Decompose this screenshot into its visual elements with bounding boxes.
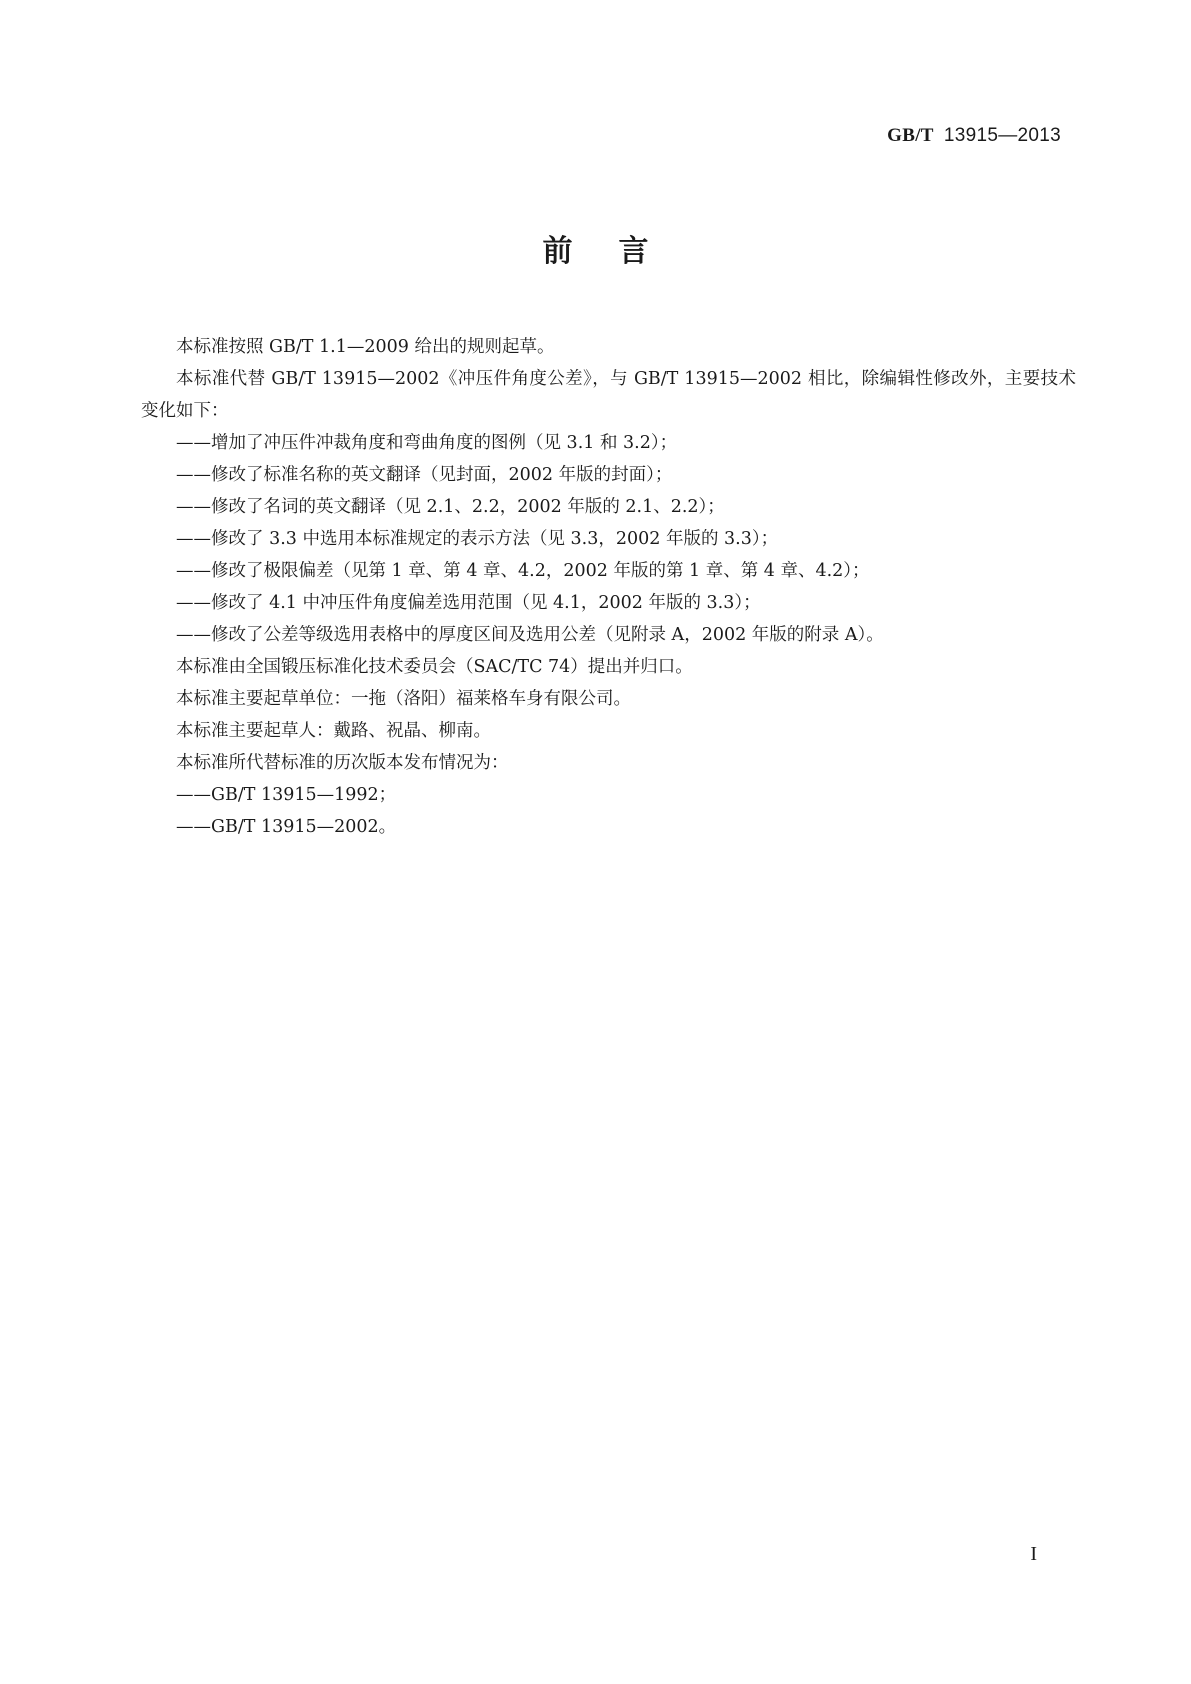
list-item-change: ——修改了极限偏差（见第 1 章、第 4 章、4.2，2002 年版的第 1 章、第 4 章、4.2）； [176, 561, 870, 581]
list-item-change: ——修改了公差等级选用表格中的厚度区间及选用公差（见附录 A，2002 年版的附录 A）。 [176, 625, 884, 645]
document-code [887, 125, 1061, 147]
list-item-history: ——GB/T 13915—1992； [176, 785, 397, 805]
paragraph-drafting-unit: 本标准主要起草单位：一拖（洛阳）福莱格车身有限公司。 [176, 689, 631, 709]
page-title: 前言 [542, 234, 695, 269]
foreword-body [141, 331, 1076, 843]
paragraph-drafters: 本标准主要起草人：戴路、祝晶、柳南。 [176, 721, 491, 741]
list-item-change: ——修改了 3.3 中选用本标准规定的表示方法（见 3.3，2002 年版的 3.3）； [176, 529, 779, 549]
list-item-change: ——增加了冲压件冲裁角度和弯曲角度的图例（见 3.1 和 3.2）； [176, 433, 678, 453]
page-number: I [1030, 1543, 1037, 1565]
document-code-number: 13915—2013 [943, 125, 1061, 146]
document-code-prefix: GB/T [887, 125, 934, 146]
paragraph-replacement: 本标准代替 GB/T 13915—2002《冲压件角度公差》，与 GB/T 13915—2002 相比，除编辑性修改外，主要技术变化如下： [141, 369, 1076, 421]
list-item-change: ——修改了 4.1 中冲压件角度偏差选用范围（见 4.1，2002 年版的 3.3）； [176, 593, 761, 613]
paragraph-drafting-rules: 本标准按照 GB/T 1.1—2009 给出的规则起草。 [176, 337, 555, 357]
paragraph-history: 本标准所代替标准的历次版本发布情况为： [176, 753, 509, 773]
paragraph-proposer: 本标准由全国锻压标准化技术委员会（SAC/TC 74）提出并归口。 [176, 657, 693, 677]
list-item-history: ——GB/T 13915—2002。 [176, 817, 397, 837]
list-item-change: ——修改了名词的英文翻译（见 2.1、2.2，2002 年版的 2.1、2.2）； [176, 497, 725, 517]
list-item-change: ——修改了标准名称的英文翻译（见封面，2002 年版的封面）； [176, 465, 673, 485]
